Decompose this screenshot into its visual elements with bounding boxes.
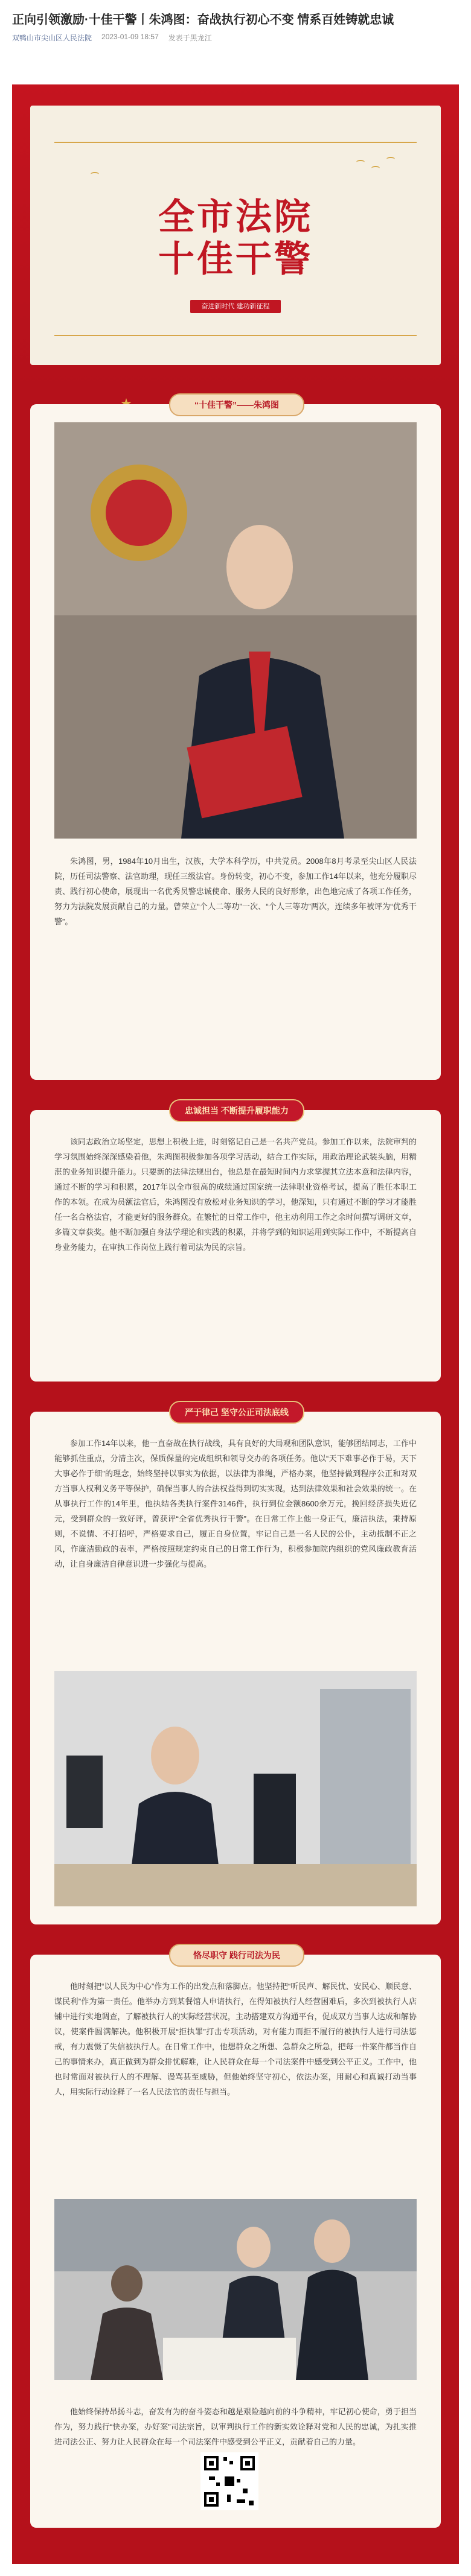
account-name-link[interactable]: 双鸭山市尖山区人民法院 (12, 34, 92, 42)
section-text-1: 该同志政治立场坚定，思想上积极上进，时刻铭记自己是一名共产党员。参加工作以来，法院审判的学习氛围始终深深感染着他，朱鸿图积极参加各项学习活动，结合工作实际，用政治理论武装头脑，用精湛的业务知识提升能力。只要新的法律法规出台，他总是在最短时间内力求掌握其立法本意和法律内容，通过不断的学习和积累，2017年以全市很高的成绩通过国家统一法律职业资格考试，提高了胜任本职工作的本领。在成为员额法官后，朱鸿图没有放松对业务知识的学习，他深知，只有通过不断的学习才能胜任一名合格法官，才能更好的服务群众。在繁忙的日常工作中，他主动利用工作之余时间撰写调研文章，多篇文章获奖。他不断加强自身法学理论和实践的积累，并将学到的知识运用到实际工作中，不断提高自身业务能力，在审执工作岗位上践行着司法为民的宗旨。 (54, 1137, 417, 1252)
section-text-3: 他时刻把“以人民为中心”作为工作的出发点和落脚点。他坚持把“听民声、解民忧、安民心、顺民意、谋民利”作为第一责任。他举办方到某餐馆人申请执行，在得知被执行人经营困难后，多次到被执行人店铺中进行实地调查，了解被执行人的实际经营状况，主动搭建双方沟通平台，促成双方当事人达成和解协议，使案件圆满解决。他积极开展“拒执罪”打击专项活动，对有能力而拒不履行的被执行人进行司法惩戒，有力震慑了失信被执行人。在日常工作中，他想群众之所想、急群众之所急，把每一件案件都当作自己的事情来办，真正做到为群众排忧解难，让人民群众在每一个司法案件中感受到公平正义。工作中，他也时常面对被执行人的不理解、谩骂甚至威胁，但他始终坚守初心，依法办案，用耐心和真诚打动当事人，用实际行动诠释了一名人民法官的责任与担当。 (54, 1982, 417, 2096)
top-banner (12, 84, 459, 386)
banner-title-line1: 全市法院 (158, 196, 313, 238)
banner-divider-bottom (54, 335, 417, 336)
visit-photo (54, 2199, 417, 2380)
qr-code-icon[interactable] (200, 2452, 258, 2510)
article-header (0, 0, 471, 49)
section-label-2: 严于律己 坚守公正司法底线 (169, 1401, 304, 1424)
section-card-1 (30, 1106, 441, 1382)
office-illustration (54, 1671, 417, 1906)
qr-code-graphic (200, 2452, 258, 2510)
section-text-4: 他始终保持昂扬斗志，奋发有为的奋斗姿态和越是艰险越向前的斗争精神，牢记初心使命，勇于担当作为，努力践行“快办案，办好案”司法宗旨，以审判执行工作的新实效诠释对党和人民的忠诚，为扎实推进司法公正、努力让人民群众在每一个司法案件中感受到公平正义，贡献着自己的力量。 (54, 2407, 417, 2446)
banner-subtitle: 奋进新时代 建功新征程 (190, 300, 281, 313)
intro-paragraph: 朱鸿图，男，1984年10月出生，汉族，大学本科学历，中共党员。2008年8月考录至尖山区人民法院，历任司法警察、法官助理，现任三级法官。身份转变，初心不变，参加工作14年以来，他充分履职尽责、践行初心使命，展现出一名优秀员警忠诚使命、服务人民的良好形象，出色地完成了各项工作任务，努力为法院发展贡献自己的力量。曾荣立“个人二等功”一次、“个人三等功”两次，连续多年被评为“优秀干警”。 (54, 857, 417, 926)
section-card-3 (30, 1950, 441, 2528)
office-photo (54, 1671, 417, 1906)
section-card-2 (30, 1407, 441, 1924)
banner-divider-top (54, 142, 417, 143)
article-title: 正向引领激励·十佳干警丨朱鸿图：奋战执行初心不变 情系百姓铸就忠诚 (12, 13, 394, 27)
section-label-3: 恪尽职守 践行司法为民 (169, 1944, 304, 1967)
publish-location: 发表于黑龙江 (168, 34, 212, 42)
visit-illustration (54, 2199, 417, 2380)
portrait-photo (54, 422, 417, 839)
section-text-2: 参加工作14年以来，他一直奋战在执行战线，具有良好的大局观和团队意识，能够团结同志，工作中能够抓住重点，分清主次，保质保量的完成组织和领导交办的各项任务。他以“天下难事必作于易，天下大事必作于细”的理念，始终坚持以事实为依据，以法律为准绳，严格办案，他坚持做到程序公正和对双方当事人权利义务平等保护，确保当事人的合法权益得到切实实现，达到法律效果和社会效果的统一。在从事执行工作的14年里，他执结各类执行案件3146件，执行到位金额8600余万元，挽回经济损失近亿元，受到群众的一致好评，曾获评“全省优秀执行干警”。在日常工作上他一身正气，廉洁执法，秉持原则，不说情、不打招呼，严格要求自己，履正自身位置，牢记自己是一名人民的公仆，主动抵制不正之风，作廉洁勤政的表率，严格按照规定约束自己的日常工作行为，积极参加院内组织的党风廉政教育活动，让自身廉洁自律意识进一步强化与提高。 (54, 1439, 417, 1569)
profile-card (30, 400, 441, 1080)
section-label-1: 忠诚担当 不断提升履职能力 (169, 1099, 304, 1122)
article-poster (12, 84, 459, 2564)
article-meta (12, 33, 459, 43)
bird-decoration-icon (91, 172, 99, 177)
banner-title (30, 196, 441, 281)
publish-date: 2023-01-09 18:57 (101, 33, 159, 41)
banner-panel (30, 106, 441, 365)
bird-decoration-icon (386, 157, 395, 162)
person-head (226, 525, 293, 609)
banner-title-line2: 十佳干警 (158, 238, 313, 281)
bird-decoration-icon (371, 166, 380, 171)
section-label-name: “十佳干警”——朱鸿图 (169, 393, 304, 416)
bird-decoration-icon (356, 160, 365, 165)
portrait-illustration (54, 422, 417, 839)
